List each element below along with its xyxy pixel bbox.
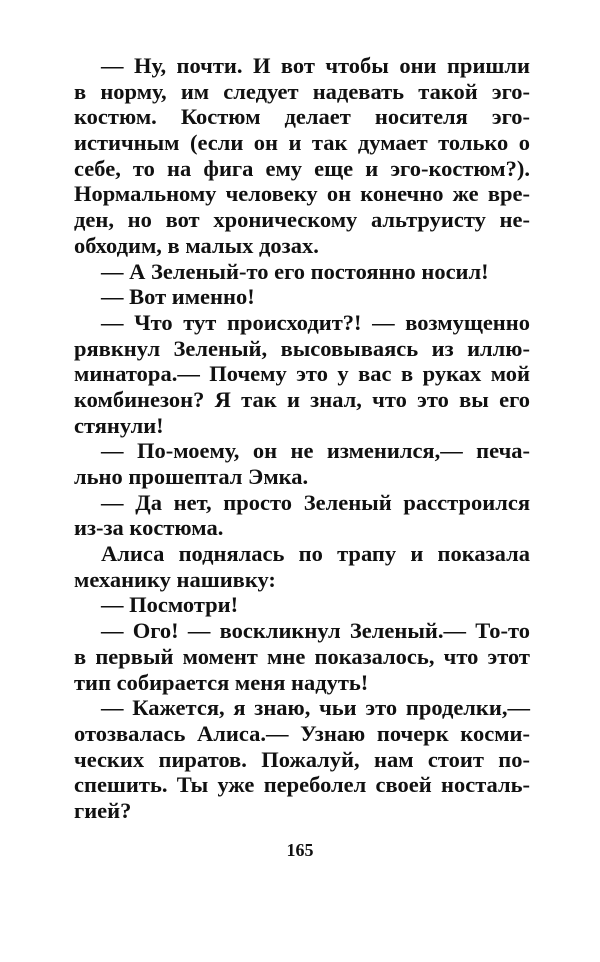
page-number: 165 bbox=[286, 840, 314, 860]
text-line: льно прошептал Эмка. bbox=[74, 464, 309, 489]
text-line: механику нашивку: bbox=[74, 566, 276, 592]
text-line: стянули! bbox=[74, 412, 164, 438]
text-line: спешить. Ты уже переболел своей носталь- bbox=[74, 772, 530, 798]
text-line: из-за костюма. bbox=[74, 515, 224, 541]
text-line: минатора.— Почему это у вас в руках мой bbox=[74, 361, 530, 387]
text-line: истичным (если он и так думает только о bbox=[74, 130, 530, 156]
text-line: обходим, в малых дозах. bbox=[74, 232, 319, 258]
text-line: — По-моему, он не изменился,— печа- bbox=[101, 438, 530, 464]
text-line: Нормальному человеку он конечно же вре- bbox=[74, 181, 530, 207]
text-line: ческих пиратов. Пожалуй, нам стоит по- bbox=[74, 746, 530, 772]
text-line: — Вот именно! bbox=[101, 284, 255, 310]
text-line: — Ну, почти. И вот чтобы они пришли bbox=[101, 53, 530, 78]
text-line: тип собирается меня надуть! bbox=[74, 669, 369, 695]
text-line: комбинезон? Я так и знал, что это вы его bbox=[74, 386, 530, 412]
text-line: гией? bbox=[74, 797, 132, 823]
text-line: — А Зеленый-то его постоянно носил! bbox=[101, 258, 489, 284]
text-line: костюм. Костюм делает носителя эго- bbox=[74, 104, 530, 130]
text-line: отозвалась Алиса.— Узнаю почерк косми- bbox=[74, 720, 530, 746]
text-line: — Посмотри! bbox=[101, 592, 239, 618]
text-line: Алиса поднялась по трапу и показала bbox=[101, 541, 530, 567]
text-line: себе, то на фига ему еще и эго-костюм?). bbox=[74, 155, 530, 181]
text-line: — Да нет, просто Зеленый расстроился bbox=[101, 489, 530, 515]
text-line: в норму, им следует надевать такой эго- bbox=[74, 78, 530, 104]
text-line: — Кажется, я знаю, чьи это проделки,— bbox=[101, 695, 530, 721]
text-line: ден, но вот хроническому альтруисту не- bbox=[74, 207, 530, 233]
text-line: рявкнул Зеленый, высовываясь из иллю- bbox=[74, 335, 530, 361]
text-line: — Ого! — воскликнул Зеленый.— То-то bbox=[101, 618, 530, 644]
text-line: в первый момент мне показалось, что этот bbox=[74, 643, 530, 669]
page-body bbox=[74, 53, 530, 824]
text-line: — Что тут происходит?! — возмущенно bbox=[101, 309, 530, 335]
